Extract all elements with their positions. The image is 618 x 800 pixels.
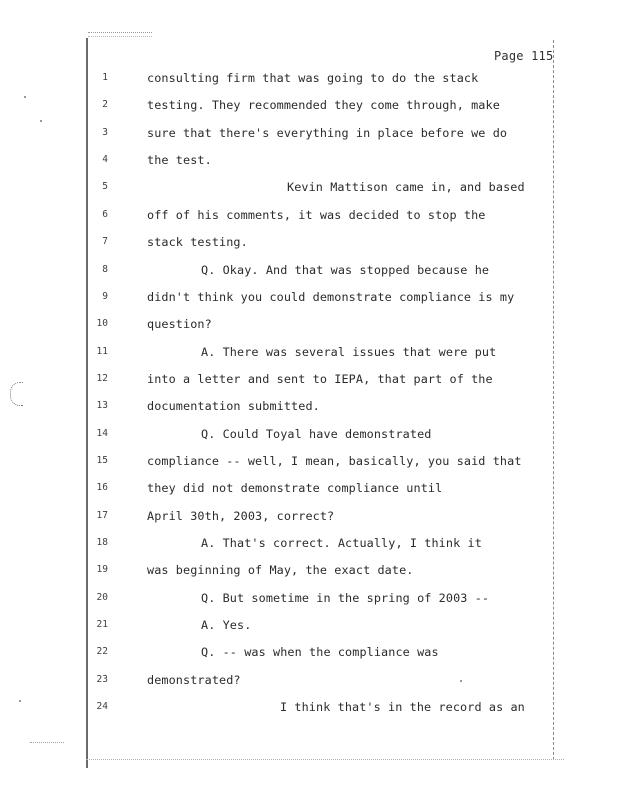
page-number: Page 115 xyxy=(494,49,554,63)
transcript-line xyxy=(0,343,560,361)
line-text: the test. xyxy=(147,153,212,168)
line-text: A. There was several issues that were put xyxy=(201,344,497,359)
line-number: 6 xyxy=(102,208,108,220)
page-footer-rule xyxy=(86,759,564,764)
transcript-line xyxy=(0,96,560,114)
line-text: stack testing. xyxy=(147,235,248,250)
header-scan-mark xyxy=(88,32,152,37)
line-number: 7 xyxy=(102,236,108,248)
line-text: question? xyxy=(147,317,212,332)
transcript-line xyxy=(0,69,560,87)
line-text: Kevin Mattison came in, and based xyxy=(287,180,525,195)
line-text: Q. But sometime in the spring of 2003 -- xyxy=(201,590,490,605)
transcript-line xyxy=(0,178,560,196)
line-text: was beginning of May, the exact date. xyxy=(147,563,414,578)
line-text: off of his comments, it was decided to stop the xyxy=(147,207,486,222)
transcript-line xyxy=(0,479,560,497)
line-text: into a letter and sent to IEPA, that part of the xyxy=(147,371,493,386)
line-text: I think that's in the record as an xyxy=(280,700,525,715)
line-number: 24 xyxy=(96,701,108,713)
scan-artifact xyxy=(30,742,64,745)
line-number: 16 xyxy=(96,482,108,494)
transcript-line xyxy=(0,698,560,716)
transcript-line xyxy=(0,452,560,470)
transcript-line xyxy=(0,534,560,552)
transcript-line xyxy=(0,370,560,388)
line-number: 1 xyxy=(102,72,108,83)
line-number: 13 xyxy=(96,400,108,412)
transcript-line xyxy=(0,425,560,443)
line-number: 5 xyxy=(102,181,108,193)
line-number: 15 xyxy=(96,454,108,466)
transcript-line xyxy=(0,643,560,661)
transcript-line xyxy=(0,561,560,579)
line-text: Q. -- was when the compliance was xyxy=(201,645,439,660)
line-number: 3 xyxy=(102,126,108,138)
scan-speck xyxy=(24,96,26,98)
line-text: documentation submitted. xyxy=(147,399,320,414)
line-number: 19 xyxy=(96,564,108,576)
transcript-line xyxy=(0,671,560,689)
line-text: Q. Could Toyal have demonstrated xyxy=(201,426,432,441)
transcript-line xyxy=(0,315,560,333)
scan-speck xyxy=(460,680,462,682)
line-number: 18 xyxy=(96,537,108,548)
transcript-line xyxy=(0,151,560,169)
transcript-line xyxy=(0,589,560,607)
scan-speck xyxy=(40,120,42,122)
line-number: 10 xyxy=(96,318,108,330)
line-number: 11 xyxy=(96,345,108,357)
line-text: consulting firm that was going to do the stack xyxy=(147,71,479,85)
line-text: A. Yes. xyxy=(201,618,252,632)
line-number: 20 xyxy=(96,591,108,603)
line-number: 23 xyxy=(96,673,108,685)
line-text: didn't think you could demonstrate compliance is my xyxy=(147,289,515,304)
line-number: 9 xyxy=(102,290,108,302)
transcript-line xyxy=(0,124,560,142)
transcript-line xyxy=(0,261,560,279)
line-text: A. That's correct. Actually, I think it xyxy=(201,536,482,550)
line-text: testing. They recommended they come through, make xyxy=(147,98,500,113)
line-text: sure that there's everything in place before we do xyxy=(147,125,508,140)
line-text: compliance -- well, I mean, basically, you said that xyxy=(147,453,522,468)
transcript-line xyxy=(0,233,560,251)
line-number: 8 xyxy=(102,263,108,275)
transcript-line xyxy=(0,616,560,634)
scan-speck xyxy=(19,700,21,702)
line-text: demonstrated? xyxy=(147,672,241,687)
line-text: they did not demonstrate compliance until xyxy=(147,481,443,496)
line-number: 22 xyxy=(96,646,108,658)
line-text: April 30th, 2003, correct? xyxy=(147,508,335,523)
transcript-line xyxy=(0,206,560,224)
line-number: 12 xyxy=(96,372,108,384)
line-number: 4 xyxy=(102,154,108,166)
line-number: 17 xyxy=(96,509,108,521)
line-number: 2 xyxy=(102,99,108,111)
line-text: Q. Okay. And that was stopped because he xyxy=(201,262,490,277)
transcript-line xyxy=(0,507,560,525)
line-number: 14 xyxy=(96,427,108,439)
line-number: 21 xyxy=(96,619,108,630)
transcript-line xyxy=(0,288,560,306)
transcript-line xyxy=(0,397,560,415)
